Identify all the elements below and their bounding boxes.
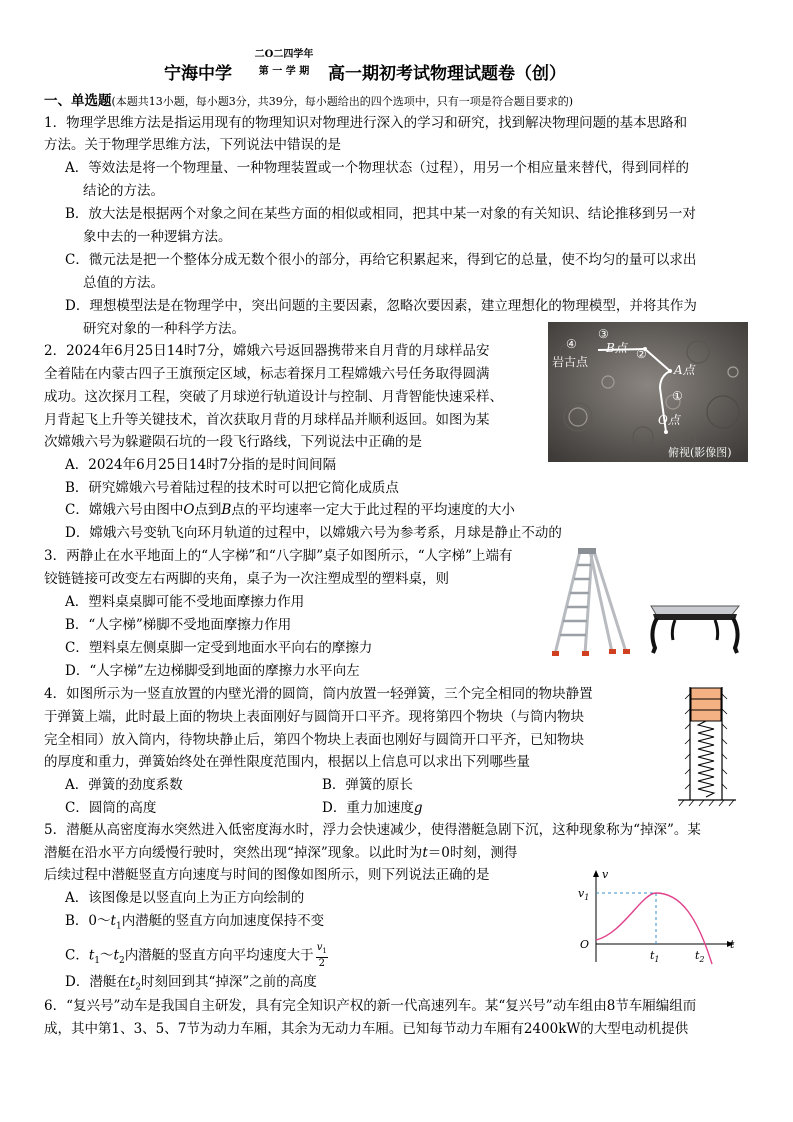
spring [698, 721, 714, 797]
ladder-legs [555, 551, 626, 654]
q4-option-c: C．圆筒的高度 [65, 800, 157, 816]
table-leg-back-right [715, 620, 718, 640]
q4-stem-2: 于弹簧上端，此时最上面的物块上表面刚好与圆筒开口平齐。现将第四个物块（与筒内物块 [44, 709, 584, 725]
velocity-time-graph [572, 866, 742, 970]
origin-label: O [580, 938, 590, 951]
ground-hatching [679, 800, 734, 806]
section-title: 一、单选题 [44, 93, 112, 109]
section-heading [44, 92, 573, 111]
q2-option-b: B．研究嫦娥六号着陆过程的技术时可以把它简化成质点 [65, 480, 399, 496]
q6-stem-1: 6．“复兴号”动车是我国自主研发，具有完全知识产权的新一代高速列车。某“复兴号”动车组由8节车厢编组而 [44, 998, 697, 1014]
q2-stem-3: 成功。这次探月工程，突破了月球逆行轨道设计与控制、月背智能快速采样、 [44, 389, 503, 405]
q1-option-b-2: 象中去的一种逻辑方法。 [83, 229, 232, 245]
figure-label-1: ① [672, 389, 683, 403]
moon-path-figure [548, 322, 748, 462]
q5-stem-2: 潜艇在沿水平方向缓慢行驶时，突然出现“掉深”现象。以此时为t＝0时刻，测得 [44, 845, 518, 861]
semester: 第 一 学 期 [258, 66, 310, 77]
q1-option-b-1: B．放大法是根据两个对象之间在某些方面的相似或相同，把其中某一对象的有关知识、结论推移到另一对 [65, 206, 696, 222]
point-a-label: A点 [674, 363, 695, 377]
q2-stem-4: 月背起飞上升等关键技术，首次获取月背的月球样品并顺利返回。如图为某 [44, 412, 490, 428]
q1-option-d-1: D．理想模型法是在物理学中，突出问题的主要因素，忽略次要因素，建立理想化的物理模型，并将其作为 [65, 298, 697, 314]
q3-stem-1: 3．两静止在水平地面上的“人字梯”和“八字脚”桌子如图所示，“人字梯”上端有 [44, 548, 513, 564]
figure-label-3: ③ [598, 327, 609, 341]
q3-option-b: B．“人字梯”梯脚不受地面摩擦力作用 [65, 617, 292, 633]
q4-option-b: B．弹簧的原长 [322, 777, 413, 793]
t1-label: $t_1$ [650, 949, 660, 964]
school-name: 宁海中学 [164, 64, 232, 84]
table-leg-left [652, 618, 657, 653]
q4-option-d: D．重力加速度g [322, 800, 423, 816]
point-b-label: B点 [606, 341, 627, 355]
table-leg-right [733, 618, 738, 653]
q2-stem-2: 全着陆在内蒙古四子王旗预定区域，标志着探月工程嫦娥六号任务取得圆满 [44, 366, 490, 382]
v-axis-label: v [602, 868, 609, 881]
t-axis-label: t [730, 938, 735, 951]
q2-option-a: A．2024年6月25日14时7分指的是时间间隔 [65, 457, 337, 473]
q5-option-c: C．$t_1\sim t_2$内潜艇的竖直方向平均速度大于 $\frac{v_1}{2}$ [65, 942, 327, 969]
q4-stem-1: 4．如图所示为一竖直放置的内壁光滑的圆筒，筒内放置一轻弹簧，三个完全相同的物块静置 [44, 686, 593, 702]
v-axis-arrow [593, 870, 599, 877]
q1-option-a-1: A．等效法是将一个物理量、一种物理装置或一个物理状态（过程），用另一个相应量来替代，得到同样的 [65, 160, 689, 176]
q3-option-d: D．“人字梯”左边梯脚受到地面的摩擦力水平向左 [65, 663, 360, 679]
ladder-feet [552, 649, 630, 656]
point-o-dot [664, 430, 668, 434]
q1-stem-2: 方法。关于物理学思维方法，下列说法中错误的是 [44, 137, 341, 153]
q1-option-d-2: 研究对象的一种科学方法。 [83, 321, 245, 337]
q3-option-c: C．塑料桌左侧桌脚一定受到地面水平向右的摩擦力 [65, 640, 373, 656]
point-o-label: O点 [658, 413, 680, 427]
point-a-dot [668, 369, 672, 373]
ladder-hinge [578, 548, 596, 554]
q2-option-d: D．嫦娥六号变轨飞向环月轨道的过程中，以嫦娥六号为参考系，月球是静止不动的 [65, 525, 562, 541]
section-note: (本题共13小题，每小题3分，共39分，每小题给出的四个选项中，只有一项是符合题目要求的) [111, 95, 574, 108]
stacked-blocks [691, 688, 721, 721]
q5-stem-1: 5．潜艇从高密度海水突然进入低密度海水时，浮力会快速减少，使得潜艇急剧下沉，这种现象称为“掉深”。某 [44, 822, 701, 838]
fraction-v1-over-2: $\frac{v_1}{2}$ [316, 942, 327, 969]
school-year: 二O二四学年 [254, 49, 314, 60]
q3-stem-2: 铰链链接可改变左右两脚的夹角，桌子为一次注塑成型的塑料桌，则 [44, 571, 449, 587]
q3-option-a: A．塑料桌桌脚可能不受地面摩擦力作用 [65, 594, 305, 610]
q5-stem-3: 后续过程中潜艇竖直方向速度与时间的图像如图所示，则下列说法正确的是 [44, 867, 490, 883]
q1-option-c-1: C．微元法是把一个整体分成无数个很小的部分，再给它积累起来，得到它的总量，使不均匀的量可以求出 [65, 252, 697, 268]
v1-label: $v_1$ [578, 887, 590, 902]
q1-option-a-2: 结论的方法。 [83, 183, 164, 199]
q2-stem-1: 2．2024年6月25日14时7分，嫦娥六号返回器携带来自月背的月球样品安 [44, 343, 490, 359]
q1-option-c-2: 总值的方法。 [83, 275, 164, 291]
figure-caption: 俯视(影像图) [668, 446, 732, 459]
q4-stem-4: 的厚度和重力，弹簧始终处在弹性限度范围内，根据以上信息可以求出下列哪些量 [44, 754, 530, 770]
table-leg-back-left [672, 620, 675, 640]
exam-title: 高一期初考试物理试题卷（创） [328, 64, 566, 84]
figure-label-4: ④ [566, 337, 577, 351]
q2-option-c: C．嫦娥六号由图中O点到B点的平均速率一定大于此过程的平均速度的大小 [65, 502, 515, 518]
spring-cylinder-figure [676, 684, 738, 810]
t2-label: $t_2$ [695, 949, 705, 964]
table-figure [645, 598, 745, 656]
rock-point-label: 岩古点 [552, 355, 589, 369]
q1-stem-1: 1．物理学思维方法是指运用现有的物理知识对物理进行深入的学习和研究，找到解决物理问题的基本思路和 [44, 115, 688, 131]
figure-label-2: ② [636, 347, 647, 361]
moon-surface [548, 322, 748, 462]
q5-option-d: D．潜艇在$t_2$时刻回到其“掉深”之前的高度 [65, 974, 317, 993]
ladder-figure [550, 548, 630, 658]
q5-option-b: B．$0\sim t_1$内潜艇的竖直方向加速度保持不变 [65, 913, 325, 932]
q4-option-a: A．弹簧的劲度系数 [65, 777, 183, 793]
q2-stem-5: 次嫦娥六号为躲避陨石坑的一段飞行路线，下列说法中正确的是 [44, 434, 422, 450]
q6-stem-2: 成，其中第1、3、5、7节为动力车厢，其余为无动力车厢。已知每节动力车厢有2400kW的大型电动机提供 [44, 1021, 689, 1037]
table-apron [653, 614, 737, 620]
q4-stem-3: 完全相同）放入筒内，待物块静止后，第四个物块上表面也刚好与圆筒开口平齐，已知物块 [44, 732, 584, 748]
q5-option-a: A．该图像是以竖直向上为正方向绘制的 [65, 890, 305, 906]
